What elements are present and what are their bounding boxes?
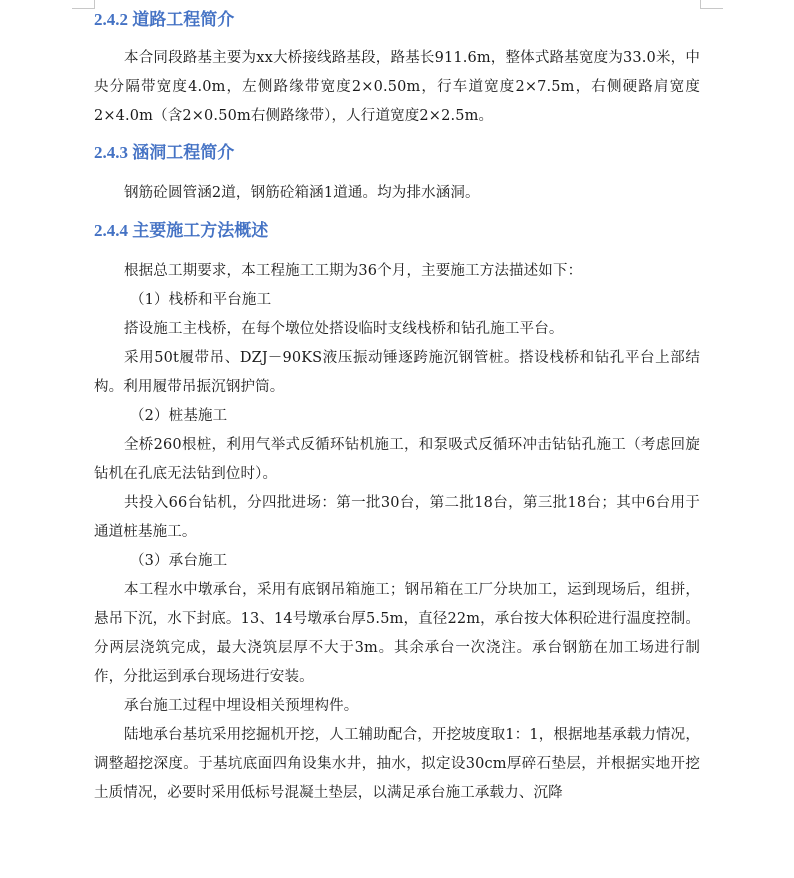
section-heading-culvert: 2.4.3 涵洞工程简介 [94, 143, 235, 162]
paragraph-culvert-description: 钢筋砼圆管涵2道，钢筋砼箱涵1道通。均为排水涵洞。 [124, 185, 480, 201]
document-page [94, 0, 700, 808]
section-heading-road: 2.4.2 道路工程简介 [94, 10, 235, 29]
paragraph-pile-cap-land: 陆地承台基坑采用挖掘机开挖，人工辅助配合，开挖坡度取1：1，根据地基承载力情况，调整超挖深度。于基坑底面四角设集水井，抽水，拟定设30cm厚碎石垫层，并根据实地开挖土质情况，必要时采用低标号混凝土垫层，以满足承台施工承载力、沉降 [94, 727, 700, 801]
paragraph-pile-cap-water: 本工程水中墩承台，采用有底钢吊箱施工；钢吊箱在工厂分块加工，运到现场后，组拼，悬吊下沉，水下封底。13、14号墩承台厚5.5m，直径22m，承台按大体积砼进行温度控制。分两层浇筑完成，最大浇筑层厚不大于3m。其余承台一次浇注。承台钢筋在加工场进行制作，分批运到承台现场进行安装。 [94, 582, 700, 685]
paragraph-pile-cap-embedded: 承台施工过程中埋设相关预埋构件。 [124, 698, 359, 714]
paragraph-pile-rigs: 共投入66台钻机，分四批进场：第一批30台，第二批18台，第三批18台；其中6台用于通道桩基施工。 [94, 495, 700, 540]
subheading-pile-cap: （3）承台施工 [130, 553, 228, 569]
section-heading-methods: 2.4.4 主要施工方法概述 [94, 221, 269, 240]
paragraph-road-description: 本合同段路基主要为xx大桥接线路基段，路基长911.6m，整体式路基宽度为33.0米，中央分隔带宽度4.0m，左侧路缘带宽度2×0.50m，行车道宽度2×7.5m，右侧硬路肩宽度2×4.0m（含2×0.50m右侧路缘带），人行道宽度2×2.5m。 [94, 50, 700, 124]
page-corner-mark-right [700, 0, 723, 9]
subheading-pile-foundation: （2）桩基施工 [130, 408, 228, 424]
paragraph-trestle-crane: 采用50t履带吊、DZJ－90KS液压振动锤逐跨施沉钢管桩。搭设栈桥和钻孔平台上部结构。利用履带吊振沉钢护筒。 [94, 350, 700, 395]
subheading-trestle-platform: （1）栈桥和平台施工 [130, 292, 272, 308]
paragraph-pile-drilling: 全桥260根桩，利用气举式反循环钻机施工，和泵吸式反循环冲击钻钻孔施工（考虑回旋钻机在孔底无法钻到位时）。 [94, 437, 700, 482]
paragraph-trestle-setup: 搭设施工主栈桥，在每个墩位处搭设临时支线栈桥和钻孔施工平台。 [124, 321, 564, 337]
page-corner-mark-left [72, 0, 95, 9]
paragraph-methods-intro: 根据总工期要求，本工程施工工期为36个月，主要施工方法描述如下： [124, 263, 583, 279]
